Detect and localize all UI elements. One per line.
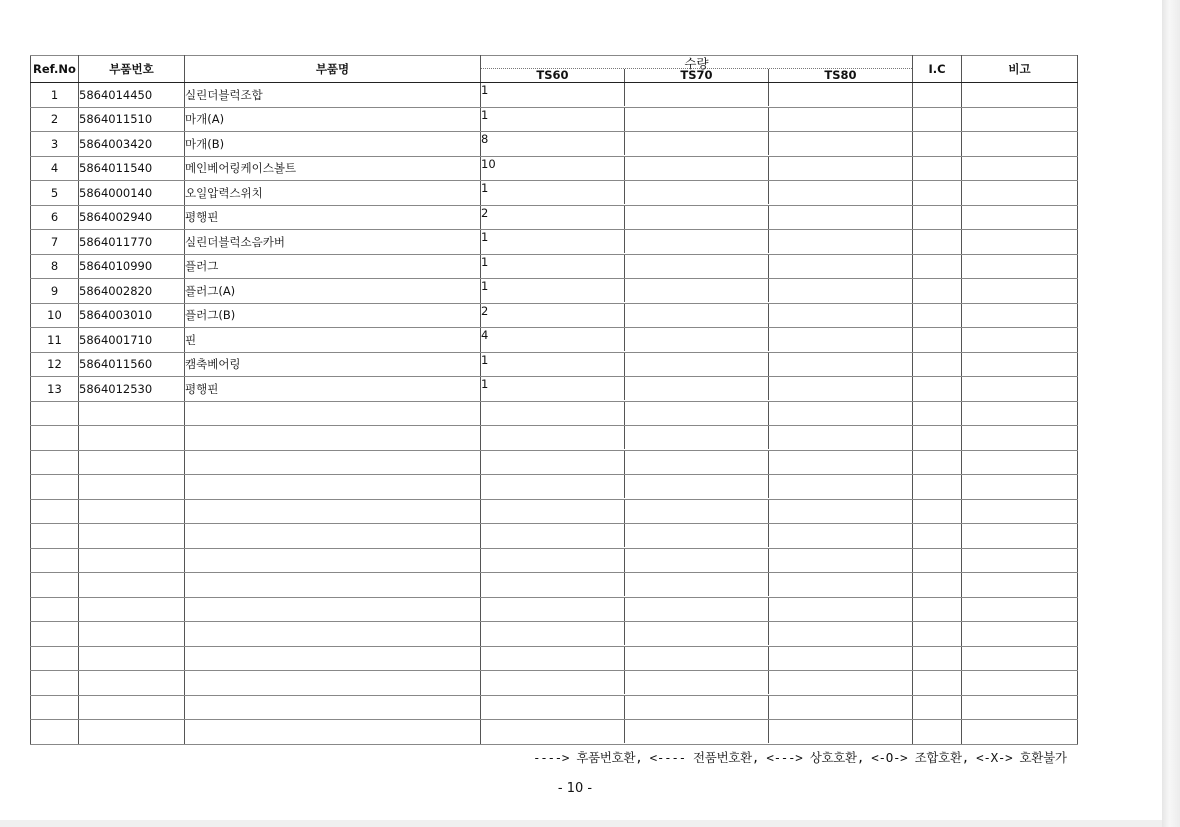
cell-part-name	[185, 548, 481, 573]
cell-ic	[913, 475, 962, 500]
cell-part-name	[185, 646, 481, 671]
cell-ic	[913, 303, 962, 328]
cell-remark	[962, 83, 1078, 108]
cell-ref-no: 5	[31, 181, 79, 206]
cell-remark	[962, 279, 1078, 304]
table-row	[31, 205, 1078, 230]
header-model-ts80: TS80	[768, 69, 912, 82]
cell-qty-ts60: 1	[481, 107, 489, 122]
table-row	[31, 83, 1078, 108]
cell-part-number	[79, 573, 185, 598]
cell-quantity-group	[481, 573, 913, 598]
cell-ref-no: 2	[31, 107, 79, 132]
cell-ic	[913, 377, 962, 402]
cell-qty-ts80	[768, 598, 912, 621]
cell-ic	[913, 499, 962, 524]
cell-quantity-group	[481, 181, 913, 206]
cell-part-name: 실린더블럭조합	[185, 83, 481, 108]
cell-qty-ts80	[768, 181, 912, 204]
cell-ic	[913, 671, 962, 696]
cell-qty-ts60	[481, 696, 624, 719]
cell-qty-ts60	[481, 402, 624, 425]
cell-quantity-group	[481, 205, 913, 230]
cell-ref-no: 10	[31, 303, 79, 328]
cell-remark	[962, 720, 1078, 745]
cell-qty-ts80	[768, 622, 912, 645]
cell-part-name: 평행핀	[185, 377, 481, 402]
cell-qty-ts70	[624, 696, 768, 719]
cell-part-name	[185, 401, 481, 426]
cell-part-number: 5864003420	[79, 132, 185, 157]
cell-quantity-group	[481, 499, 913, 524]
cell-qty-ts70	[624, 279, 768, 302]
cell-qty-ts70	[624, 402, 768, 425]
cell-qty-ts70	[624, 328, 768, 351]
cell-part-number: 5864000140	[79, 181, 185, 206]
cell-qty-ts70	[624, 304, 768, 327]
cell-ref-no: 12	[31, 352, 79, 377]
cell-qty-ts80	[768, 500, 912, 523]
cell-quantity-group	[481, 597, 913, 622]
cell-ref-no	[31, 524, 79, 549]
cell-ic	[913, 401, 962, 426]
cell-remark	[962, 352, 1078, 377]
cell-quantity-group	[481, 646, 913, 671]
cell-qty-ts70	[624, 524, 768, 547]
cell-part-name: 핀	[185, 328, 481, 353]
cell-part-name	[185, 597, 481, 622]
cell-ref-no: 6	[31, 205, 79, 230]
cell-ref-no	[31, 426, 79, 451]
cell-qty-ts70	[624, 573, 768, 596]
cell-qty-ts80	[768, 279, 912, 302]
cell-part-number: 5864014450	[79, 83, 185, 108]
cell-qty-ts80	[768, 255, 912, 278]
cell-part-number: 5864003010	[79, 303, 185, 328]
cell-part-name: 메인베어링케이스볼트	[185, 156, 481, 181]
cell-qty-ts60	[481, 451, 624, 474]
cell-qty-ts70	[624, 426, 768, 449]
table-row	[31, 328, 1078, 353]
cell-qty-ts70	[624, 549, 768, 572]
cell-qty-ts80	[768, 549, 912, 572]
empty-table-row	[31, 671, 1078, 696]
cell-qty-ts60: 1	[481, 279, 489, 293]
cell-qty-ts80	[768, 83, 912, 106]
cell-quantity-group	[481, 107, 913, 132]
table-row	[31, 377, 1078, 402]
cell-qty-ts60	[481, 475, 624, 498]
cell-remark	[962, 107, 1078, 132]
cell-qty-ts80	[768, 451, 912, 474]
cell-qty-ts80	[768, 524, 912, 547]
cell-qty-ts70	[624, 181, 768, 204]
cell-ic	[913, 646, 962, 671]
cell-ic	[913, 720, 962, 745]
cell-ic	[913, 352, 962, 377]
cell-part-number: 5864011540	[79, 156, 185, 181]
cell-ref-no: 3	[31, 132, 79, 157]
cell-ref-no	[31, 475, 79, 500]
cell-remark	[962, 622, 1078, 647]
cell-qty-ts60: 2	[481, 205, 489, 220]
header-model-ts60: TS60	[536, 68, 569, 82]
empty-table-row	[31, 450, 1078, 475]
cell-ref-no	[31, 450, 79, 475]
cell-quantity-group	[481, 695, 913, 720]
cell-qty-ts60	[481, 671, 624, 694]
empty-table-row	[31, 548, 1078, 573]
cell-qty-ts60: 2	[481, 303, 489, 318]
cell-qty-ts80	[768, 475, 912, 498]
cell-ic	[913, 622, 962, 647]
cell-qty-ts60	[481, 573, 624, 596]
table-row	[31, 303, 1078, 328]
empty-table-row	[31, 646, 1078, 671]
interchange-legend: ----> 후품번호환, <---- 전품번호환, <---> 상호호환, <-O-> 조합호환, <-X-> 호환불가	[533, 750, 1067, 765]
cell-qty-ts60: 1	[481, 377, 489, 391]
cell-qty-ts60	[481, 720, 624, 743]
cell-quantity-group	[481, 279, 913, 304]
cell-remark	[962, 646, 1078, 671]
cell-part-name	[185, 450, 481, 475]
empty-table-row	[31, 597, 1078, 622]
header-ref-no: Ref.No	[31, 56, 79, 83]
cell-part-name: 캠축베어링	[185, 352, 481, 377]
cell-ref-no	[31, 695, 79, 720]
cell-part-name	[185, 426, 481, 451]
cell-part-name	[185, 524, 481, 549]
table-row	[31, 132, 1078, 157]
cell-qty-ts70	[624, 647, 768, 670]
empty-table-row	[31, 524, 1078, 549]
table-row	[31, 156, 1078, 181]
cell-quantity-group	[481, 83, 913, 108]
cell-part-number: 5864002940	[79, 205, 185, 230]
cell-qty-ts60: 1	[481, 352, 489, 367]
cell-part-number	[79, 720, 185, 745]
cell-quantity-group	[481, 328, 913, 353]
cell-ic	[913, 230, 962, 255]
cell-qty-ts80	[768, 304, 912, 327]
cell-qty-ts60	[481, 426, 624, 449]
cell-ref-no	[31, 499, 79, 524]
cell-qty-ts80	[768, 206, 912, 229]
cell-remark	[962, 499, 1078, 524]
cell-part-number	[79, 597, 185, 622]
cell-qty-ts70	[624, 377, 768, 400]
header-model-ts70: TS70	[624, 69, 768, 82]
cell-part-number	[79, 450, 185, 475]
empty-table-row	[31, 695, 1078, 720]
cell-qty-ts60: 4	[481, 328, 489, 342]
header-remark: 비고	[962, 56, 1078, 83]
cell-quantity-group	[481, 377, 913, 402]
cell-qty-ts80	[768, 402, 912, 425]
cell-ic	[913, 450, 962, 475]
cell-remark	[962, 181, 1078, 206]
cell-part-number: 5864002820	[79, 279, 185, 304]
cell-qty-ts60	[481, 598, 624, 621]
cell-ic	[913, 524, 962, 549]
table-row	[31, 352, 1078, 377]
cell-ref-no	[31, 573, 79, 598]
empty-table-row	[31, 499, 1078, 524]
cell-ic	[913, 597, 962, 622]
cell-ic	[913, 279, 962, 304]
table-row	[31, 230, 1078, 255]
cell-remark	[962, 377, 1078, 402]
cell-remark	[962, 475, 1078, 500]
cell-part-name	[185, 622, 481, 647]
cell-qty-ts60: 1	[481, 254, 489, 269]
cell-quantity-group	[481, 475, 913, 500]
parts-table	[30, 55, 1078, 745]
cell-ref-no: 8	[31, 254, 79, 279]
cell-remark	[962, 450, 1078, 475]
cell-ic	[913, 254, 962, 279]
header-models	[481, 68, 912, 82]
cell-qty-ts80	[768, 108, 912, 131]
table-header-row	[31, 56, 1078, 83]
cell-part-name: 실린더블럭소음카버	[185, 230, 481, 255]
cell-quantity-group	[481, 156, 913, 181]
cell-ref-no: 7	[31, 230, 79, 255]
header-quantity-label: 수량	[684, 56, 709, 71]
header-part-name: 부품명	[185, 56, 481, 83]
cell-qty-ts60	[481, 549, 624, 572]
cell-part-number: 5864011510	[79, 107, 185, 132]
cell-qty-ts70	[624, 622, 768, 645]
cell-qty-ts70	[624, 598, 768, 621]
cell-qty-ts70	[624, 475, 768, 498]
cell-part-name: 플러그(B)	[185, 303, 481, 328]
cell-ref-no	[31, 597, 79, 622]
cell-remark	[962, 156, 1078, 181]
cell-part-name	[185, 573, 481, 598]
cell-qty-ts70	[624, 451, 768, 474]
cell-ref-no	[31, 720, 79, 745]
cell-qty-ts70	[624, 353, 768, 376]
cell-quantity-group	[481, 450, 913, 475]
cell-ref-no	[31, 671, 79, 696]
cell-quantity-group	[481, 720, 913, 745]
cell-qty-ts80	[768, 328, 912, 351]
cell-quantity-group	[481, 524, 913, 549]
cell-part-number: 5864011560	[79, 352, 185, 377]
cell-ref-no: 11	[31, 328, 79, 353]
cell-ic	[913, 695, 962, 720]
cell-qty-ts60	[481, 500, 624, 523]
cell-quantity-group	[481, 352, 913, 377]
cell-ic	[913, 573, 962, 598]
empty-table-row	[31, 401, 1078, 426]
cell-part-name	[185, 695, 481, 720]
cell-ref-no	[31, 622, 79, 647]
page-edge-bottom	[0, 820, 1162, 827]
empty-table-row	[31, 720, 1078, 745]
cell-ref-no: 1	[31, 83, 79, 108]
cell-qty-ts80	[768, 647, 912, 670]
cell-part-number	[79, 524, 185, 549]
cell-part-number	[79, 475, 185, 500]
cell-qty-ts70	[624, 108, 768, 131]
header-ic: I.C	[913, 56, 962, 83]
cell-qty-ts70	[624, 83, 768, 106]
cell-part-name	[185, 499, 481, 524]
cell-quantity-group	[481, 426, 913, 451]
header-quantity	[481, 56, 913, 83]
table-row	[31, 254, 1078, 279]
cell-ic	[913, 426, 962, 451]
cell-qty-ts80	[768, 720, 912, 743]
cell-part-number	[79, 671, 185, 696]
cell-remark	[962, 303, 1078, 328]
cell-qty-ts60	[481, 524, 624, 547]
cell-qty-ts70	[624, 500, 768, 523]
cell-ref-no: 4	[31, 156, 79, 181]
cell-ic	[913, 132, 962, 157]
cell-part-name: 플러그(A)	[185, 279, 481, 304]
cell-remark	[962, 328, 1078, 353]
cell-part-name: 마개(B)	[185, 132, 481, 157]
cell-qty-ts70	[624, 255, 768, 278]
cell-part-number: 5864011770	[79, 230, 185, 255]
cell-qty-ts70	[624, 157, 768, 180]
cell-ic	[913, 181, 962, 206]
header-part-number: 부품번호	[79, 56, 185, 83]
cell-qty-ts60: 1	[481, 230, 489, 244]
cell-quantity-group	[481, 401, 913, 426]
cell-part-name	[185, 671, 481, 696]
cell-ic	[913, 548, 962, 573]
cell-qty-ts70	[624, 720, 768, 743]
cell-remark	[962, 230, 1078, 255]
cell-quantity-group	[481, 622, 913, 647]
cell-qty-ts80	[768, 132, 912, 155]
cell-part-number: 5864001710	[79, 328, 185, 353]
cell-quantity-group	[481, 132, 913, 157]
cell-qty-ts70	[624, 132, 768, 155]
cell-qty-ts60	[481, 647, 624, 670]
cell-quantity-group	[481, 254, 913, 279]
cell-part-number	[79, 499, 185, 524]
cell-ic	[913, 107, 962, 132]
parts-table-body	[31, 83, 1078, 745]
cell-qty-ts80	[768, 573, 912, 596]
table-row	[31, 279, 1078, 304]
cell-ref-no	[31, 401, 79, 426]
cell-qty-ts60	[481, 622, 624, 645]
cell-part-number: 5864010990	[79, 254, 185, 279]
cell-qty-ts60: 8	[481, 132, 489, 146]
cell-part-number	[79, 548, 185, 573]
cell-quantity-group	[481, 548, 913, 573]
cell-part-number	[79, 426, 185, 451]
cell-remark	[962, 132, 1078, 157]
cell-qty-ts60: 10	[481, 156, 496, 171]
cell-ic	[913, 156, 962, 181]
cell-remark	[962, 597, 1078, 622]
cell-part-name	[185, 720, 481, 745]
cell-qty-ts70	[624, 671, 768, 694]
cell-remark	[962, 573, 1078, 598]
cell-part-number	[79, 695, 185, 720]
table-row	[31, 107, 1078, 132]
cell-part-name: 평행핀	[185, 205, 481, 230]
cell-qty-ts70	[624, 206, 768, 229]
cell-quantity-group	[481, 671, 913, 696]
cell-ic	[913, 83, 962, 108]
cell-part-number: 5864012530	[79, 377, 185, 402]
cell-ref-no: 9	[31, 279, 79, 304]
cell-qty-ts80	[768, 377, 912, 400]
page-number: - 10 -	[557, 781, 593, 796]
cell-remark	[962, 254, 1078, 279]
cell-qty-ts80	[768, 696, 912, 719]
empty-table-row	[31, 426, 1078, 451]
cell-ic	[913, 205, 962, 230]
cell-ref-no: 13	[31, 377, 79, 402]
cell-part-number	[79, 401, 185, 426]
cell-qty-ts70	[624, 230, 768, 253]
cell-ref-no	[31, 646, 79, 671]
cell-qty-ts60: 1	[481, 83, 489, 97]
cell-part-name: 오일압력스위치	[185, 181, 481, 206]
cell-part-name: 마개(A)	[185, 107, 481, 132]
cell-remark	[962, 205, 1078, 230]
table-row	[31, 181, 1078, 206]
cell-remark	[962, 671, 1078, 696]
empty-table-row	[31, 573, 1078, 598]
cell-part-name: 플러그	[185, 254, 481, 279]
page-edge-shadow	[1162, 0, 1180, 827]
cell-qty-ts80	[768, 157, 912, 180]
cell-qty-ts80	[768, 671, 912, 694]
cell-ic	[913, 328, 962, 353]
cell-ref-no	[31, 548, 79, 573]
empty-table-row	[31, 622, 1078, 647]
cell-quantity-group	[481, 230, 913, 255]
cell-remark	[962, 695, 1078, 720]
cell-part-number	[79, 646, 185, 671]
cell-remark	[962, 426, 1078, 451]
cell-part-number	[79, 622, 185, 647]
cell-remark	[962, 524, 1078, 549]
cell-qty-ts80	[768, 426, 912, 449]
cell-qty-ts60: 1	[481, 181, 489, 195]
cell-remark	[962, 548, 1078, 573]
cell-remark	[962, 401, 1078, 426]
empty-table-row	[31, 475, 1078, 500]
cell-qty-ts80	[768, 230, 912, 253]
cell-part-name	[185, 475, 481, 500]
cell-quantity-group	[481, 303, 913, 328]
cell-qty-ts80	[768, 353, 912, 376]
